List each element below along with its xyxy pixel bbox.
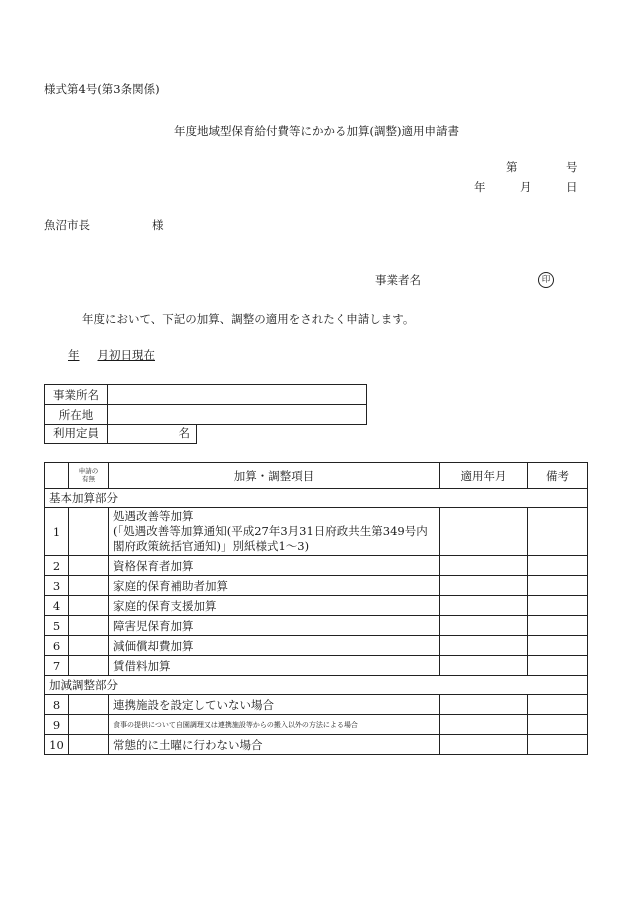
notes-cell[interactable] <box>528 715 588 735</box>
month-cell[interactable] <box>440 695 528 715</box>
apply-cell[interactable] <box>69 556 109 576</box>
capacity-label: 利用定員 <box>45 424 108 443</box>
item-cell: 連携施設を設定していない場合 <box>109 695 440 715</box>
addressee-name: 魚沼市長 <box>44 218 90 232</box>
seal-mark: 印 <box>538 272 554 288</box>
date-month: 月 <box>520 180 532 194</box>
facility-address-label: 所在地 <box>45 405 108 425</box>
section-basic: 基本加算部分 <box>45 489 588 508</box>
apply-cell[interactable] <box>69 576 109 596</box>
capacity-field[interactable] <box>108 424 197 443</box>
month-cell[interactable] <box>440 656 528 676</box>
item-cell: 家庭的保育支援加算 <box>109 596 440 616</box>
form-title: 年度地域型保育給付費等にかかる加算(調整)適用申請書 <box>174 124 459 138</box>
facility-name-field[interactable] <box>108 385 367 405</box>
apply-cell[interactable] <box>69 695 109 715</box>
as-of-text: 月初日現在 <box>97 348 155 362</box>
items-table <box>44 462 588 755</box>
month-cell[interactable] <box>440 715 528 735</box>
apply-cell[interactable] <box>69 596 109 616</box>
capacity-table <box>44 424 197 444</box>
applicant-label: 事業者名 <box>375 273 421 287</box>
item-cell: 食事の提供について自園調理又は連携施設等からの搬入以外の方法による場合 <box>109 715 440 735</box>
item-line: 処遇改善等加算 <box>113 509 194 523</box>
section-adjust: 加減調整部分 <box>45 676 588 695</box>
header-notes: 備考 <box>528 463 588 489</box>
month-cell[interactable] <box>440 576 528 596</box>
notes-cell[interactable] <box>528 616 588 636</box>
table-row <box>45 616 588 636</box>
table-row <box>45 735 588 755</box>
header-no <box>45 463 69 489</box>
date-year: 年 <box>474 180 486 194</box>
month-cell[interactable] <box>440 596 528 616</box>
apply-cell[interactable] <box>69 508 109 556</box>
row-number: 2 <box>45 556 69 576</box>
facility-name-label: 事業所名 <box>45 385 108 405</box>
row-number: 7 <box>45 656 69 676</box>
apply-cell[interactable] <box>69 735 109 755</box>
facility-address-field[interactable] <box>108 405 367 425</box>
row-number: 6 <box>45 636 69 656</box>
doc-number-suffix: 号 <box>566 160 578 174</box>
notes-cell[interactable] <box>528 636 588 656</box>
item-cell <box>109 508 440 556</box>
item-cell: 賃借料加算 <box>109 656 440 676</box>
as-of-date <box>44 350 155 362</box>
table-row <box>45 576 588 596</box>
table-row <box>45 715 588 735</box>
doc-number-prefix: 第 <box>506 160 518 174</box>
item-cell: 家庭的保育補助者加算 <box>109 576 440 596</box>
month-cell[interactable] <box>440 636 528 656</box>
date-day: 日 <box>566 180 578 194</box>
item-cell: 減価償却費加算 <box>109 636 440 656</box>
row-number: 1 <box>45 508 69 556</box>
row-number: 4 <box>45 596 69 616</box>
month-cell[interactable] <box>440 735 528 755</box>
table-row <box>45 508 588 556</box>
table-header-row <box>45 463 588 489</box>
table-row <box>45 656 588 676</box>
capacity-unit: 名 <box>178 426 190 441</box>
header-month: 適用年月 <box>440 463 528 489</box>
as-of-year: 年 <box>68 348 80 362</box>
item-cell: 障害児保育加算 <box>109 616 440 636</box>
row-number: 3 <box>45 576 69 596</box>
item-line: 閣府政策統括官通知)」別紙様式1〜3) <box>113 539 310 553</box>
apply-cell[interactable] <box>69 656 109 676</box>
header-apply: 申請の 有無 <box>69 463 109 489</box>
notes-cell[interactable] <box>528 656 588 676</box>
addressee-honorific: 様 <box>152 218 164 232</box>
table-row <box>45 695 588 715</box>
table-row <box>45 636 588 656</box>
row-number: 10 <box>45 735 69 755</box>
notes-cell[interactable] <box>528 596 588 616</box>
body-text: 年度において、下記の加算、調整の適用をされたく申請します。 <box>82 312 415 326</box>
notes-cell[interactable] <box>528 695 588 715</box>
item-cell: 資格保育者加算 <box>109 556 440 576</box>
notes-cell[interactable] <box>528 576 588 596</box>
notes-cell[interactable] <box>528 556 588 576</box>
item-cell: 常態的に土曜に行わない場合 <box>109 735 440 755</box>
item-line: (「処遇改善等加算通知(平成27年3月31日府政共生第349号内 <box>113 524 428 538</box>
month-cell[interactable] <box>440 616 528 636</box>
notes-cell[interactable] <box>528 735 588 755</box>
row-number: 5 <box>45 616 69 636</box>
month-cell[interactable] <box>440 508 528 556</box>
table-row <box>45 556 588 576</box>
form-number: 様式第4号(第3条関係) <box>44 82 160 96</box>
header-item: 加算・調整項目 <box>109 463 440 489</box>
notes-cell[interactable] <box>528 508 588 556</box>
apply-cell[interactable] <box>69 616 109 636</box>
month-cell[interactable] <box>440 556 528 576</box>
facility-table <box>44 384 367 425</box>
apply-cell[interactable] <box>69 636 109 656</box>
row-number: 8 <box>45 695 69 715</box>
apply-cell[interactable] <box>69 715 109 735</box>
row-number: 9 <box>45 715 69 735</box>
table-row <box>45 596 588 616</box>
